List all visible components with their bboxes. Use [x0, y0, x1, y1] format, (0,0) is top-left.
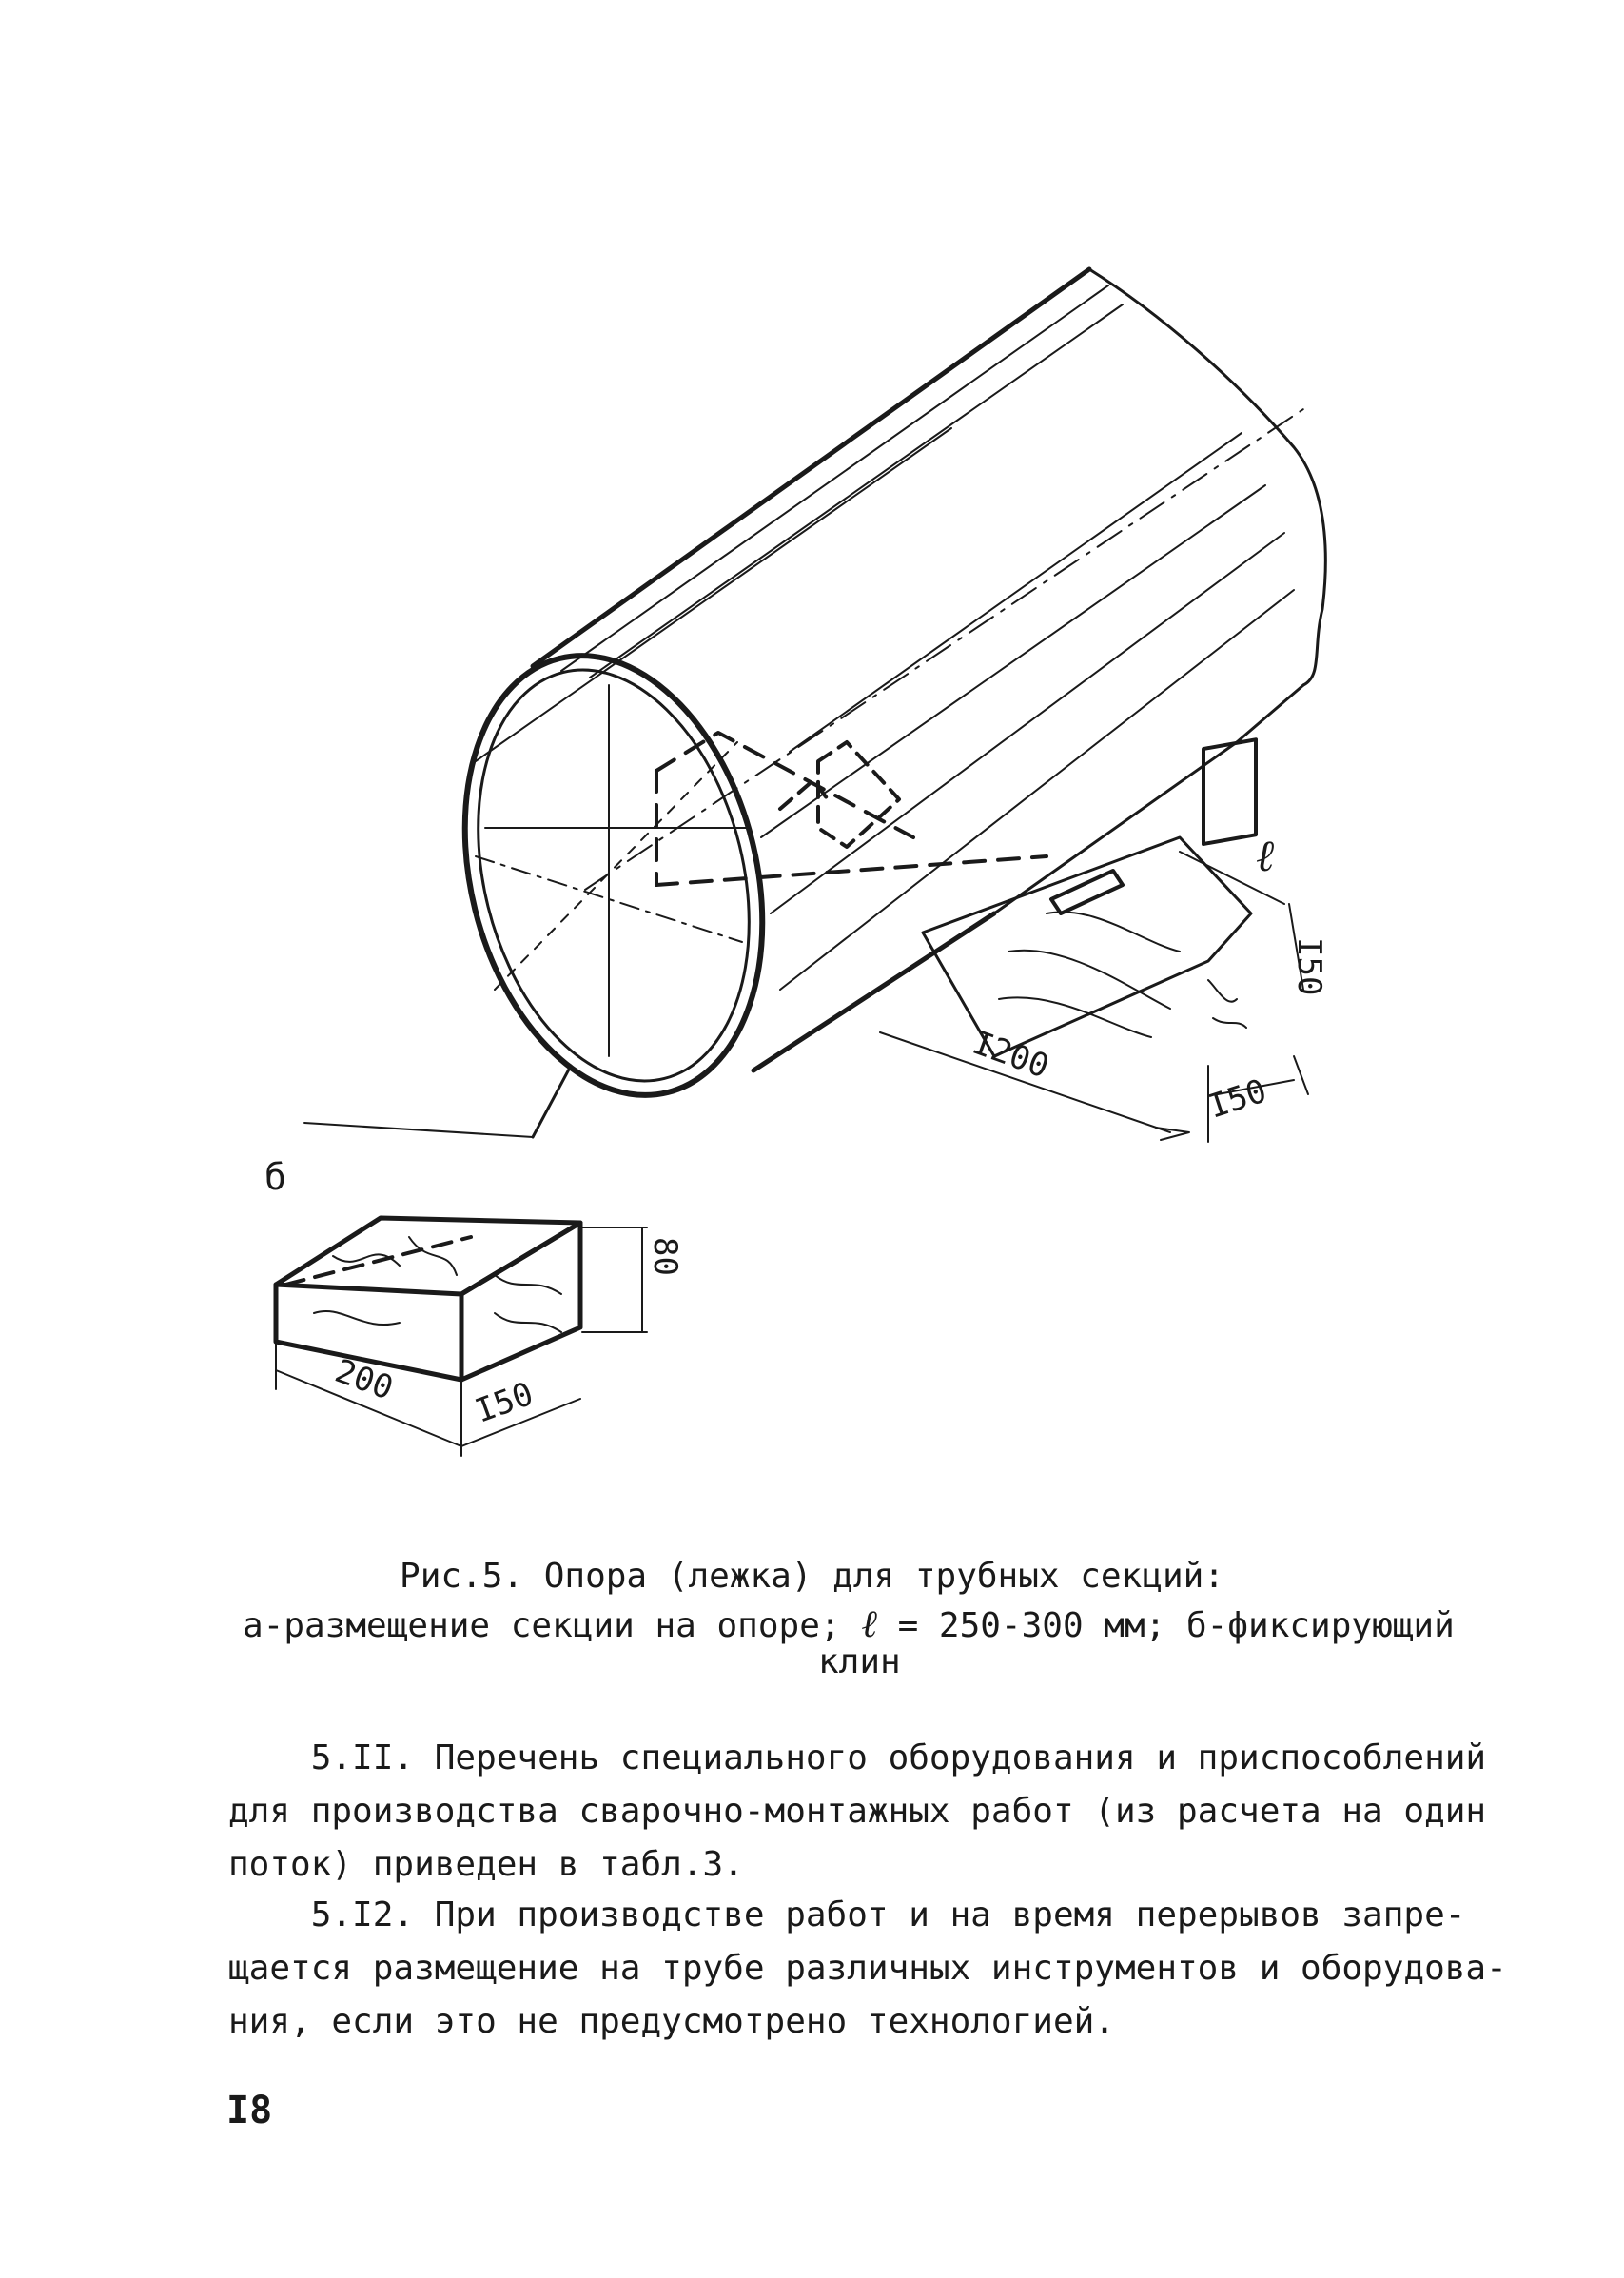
pipe-top-edge: [533, 269, 1089, 666]
wedge-height-label: 80: [646, 1237, 684, 1276]
figure-caption-line1: Рис.5. Опора (лежка) для трубных секций:: [400, 1557, 1224, 1596]
caption-l-symbol: ℓ: [861, 1602, 877, 1646]
timber-end: [1203, 739, 1256, 844]
paragraph-5-12: 5.I2. При производстве работ и на время перерывов запре- щается размещение на трубе различных инструментов и оборудова- ния, если это не предусмотрено технологией.: [228, 1895, 1507, 2041]
pipe-end-outer: [421, 624, 807, 1128]
figure-caption-line3: клин: [818, 1642, 901, 1681]
label-b: б: [264, 1156, 286, 1198]
pipe-far-end: [1089, 269, 1325, 685]
caption-line2-post: = 250-300 мм; б-фиксирующий: [876, 1606, 1455, 1645]
timber-top: [923, 837, 1251, 1056]
dim-width-label: I50: [1203, 1071, 1272, 1127]
dim-length-label: I200: [967, 1023, 1054, 1087]
dim-height-label: I50: [1290, 937, 1328, 996]
wedge-length-label: 200: [329, 1351, 399, 1408]
wedge-side: [461, 1223, 580, 1380]
paragraph-5-11: 5.II. Перечень специального оборудования и приспособлений для производства сварочно-монтажных работ (из расчета на один поток) приведен в табл.3.: [228, 1738, 1487, 1884]
wedge-top: [276, 1218, 580, 1294]
page-number: I8: [226, 2089, 273, 2132]
wedge-width-label: I50: [470, 1374, 538, 1431]
caption-line2-pre: а-размещение секции на опоре;: [243, 1606, 862, 1645]
dim-l-label: ℓ: [1256, 830, 1275, 881]
